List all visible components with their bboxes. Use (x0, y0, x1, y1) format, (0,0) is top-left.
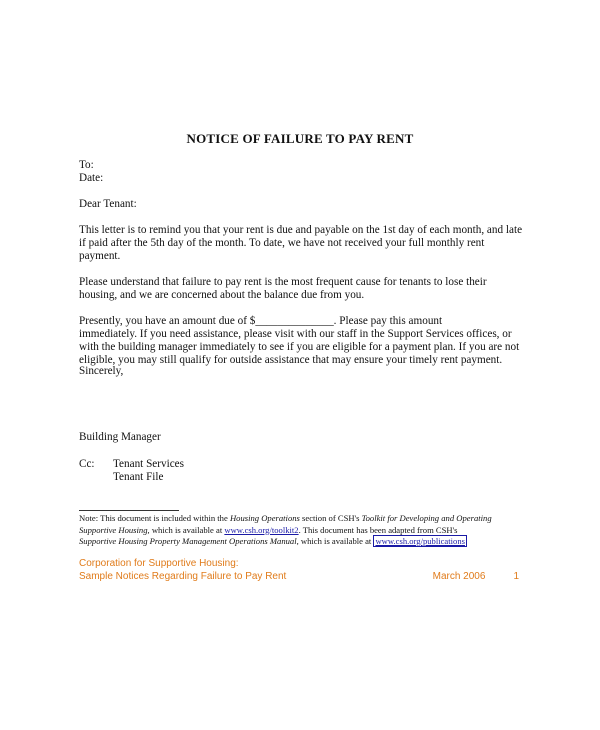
date-label: Date: (79, 172, 104, 184)
closing: Sincerely, (79, 365, 124, 377)
footer-org: Corporation for Supportive Housing: (79, 558, 239, 569)
footer-page-number: 1 (513, 571, 519, 582)
toolkit-link[interactable]: www.csh.org/toolkit2 (224, 524, 299, 535)
cc-item-tenant-file: Tenant File (113, 471, 164, 483)
footnote-divider (79, 510, 179, 511)
paragraph-understanding: Please understand that failure to pay rent is the most frequent cause for tenants to lose their housing, and we are concerned about the balance due from you. (79, 276, 487, 301)
paragraph-reminder: This letter is to remind you that your rent is due and payable on the 1st day of each month, and late if paid after the 5th day of the month. To date, we have not received your full monthly rent payment. (79, 224, 523, 262)
document-title: NOTICE OF FAILURE TO PAY RENT (186, 131, 414, 146)
recipient-block (79, 159, 529, 185)
cc-block (79, 458, 529, 484)
footer-doc-title: Sample Notices Regarding Failure to Pay Rent (79, 571, 287, 582)
paragraph-amount-due: Presently, you have an amount due of $______________. Please pay this amount immediately. If you need assistance, please visit with our staff in the Support Services offices, or with the building manager immediately to see if you are eligible for a payment plan. If you are not eligible, you may still qualify for outside assistance that may ensure your timely rent payment. (79, 315, 520, 366)
cc-label: Cc: (79, 458, 95, 470)
signer: Building Manager (79, 431, 161, 443)
salutation: Dear Tenant: (79, 198, 137, 210)
publications-link[interactable]: www.csh.org/publications (375, 536, 465, 546)
footer-date: March 2006 (432, 571, 486, 582)
page-footer (79, 557, 519, 583)
to-label: To: (79, 159, 94, 171)
cc-item-tenant-services: Tenant Services (113, 458, 184, 470)
footnote: Note: This document is included within the Housing Operations section of CSH's Toolkit for Developing and Operating Supportive Housing, which is available at www.csh.org/toolkit2. This document has been adapted from CSH's Supportive Housing Property Management Operations Manual, which is available at www.csh.org/publications (79, 513, 492, 546)
